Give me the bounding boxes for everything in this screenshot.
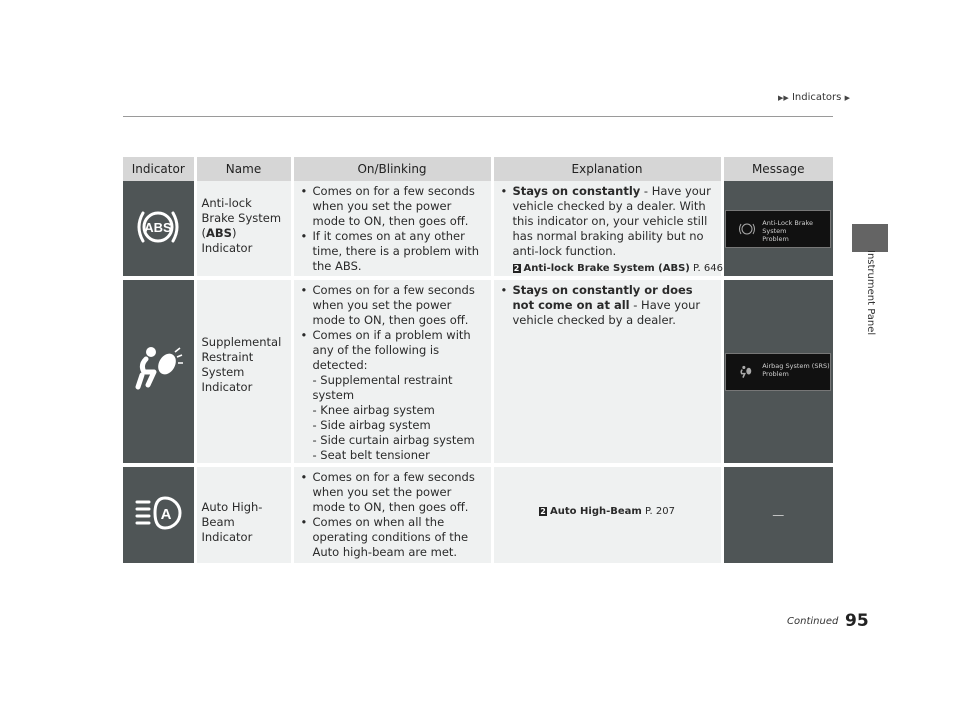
list-item: • Comes on when all the operating conditions of the Auto high-beam are met. [300,515,469,559]
svg-text:A: A [160,506,172,523]
breadcrumb [778,92,850,103]
column-header-on-blinking: On/Blinking [292,157,492,181]
breadcrumb-arrow-icon: ▶▶ [778,94,789,102]
sub-list-item: - Side airbag system [312,418,431,432]
name-cell [195,181,292,278]
sub-list-item: - Side curtain airbag system [312,433,475,447]
cross-reference-link[interactable]: 2 Auto High-Beam P. 207 [540,506,675,517]
explanation-cell [492,465,722,565]
header-rule [123,116,833,117]
section-tab [852,224,888,252]
column-header-indicator: Indicator [123,157,195,181]
name-cell [195,465,292,565]
indicator-name: Supplemental Restraint System Indicator [201,335,282,394]
name-cell [195,278,292,465]
indicator-cell [123,465,195,565]
cross-reference-link[interactable]: 2 Anti-lock Brake System (ABS) P. 646 [513,263,723,274]
section-tab-label: Instrument Panel [865,250,876,336]
breadcrumb-label: Indicators [791,92,842,103]
column-header-name: Name [195,157,292,181]
on-blinking-cell [292,278,492,465]
table-header-row [123,157,833,181]
message-display: Airbag System (SRS) Problem [725,353,831,391]
list-item: • Comes on for a few seconds when you set the power mode to ON, then goes off. [300,470,475,514]
list-item: • Comes on for a few seconds when you set the power mode to ON, then goes off. [300,283,475,327]
no-message-dash: — [772,508,785,522]
table-row [123,181,833,278]
indicator-name: Anti-lock Brake System (ABS) Indicator [201,196,282,255]
on-blinking-cell [292,181,492,278]
abs-warning-icon [738,222,756,236]
column-header-explanation: Explanation [492,157,722,181]
svg-text:ABS: ABS [144,219,172,235]
indicator-table [123,157,833,567]
list-item: • Comes on for a few seconds when you set the power mode to ON, then goes off. [300,184,475,228]
indicator-name: Auto High-Beam Indicator [201,500,263,544]
airbag-warning-icon [132,345,184,395]
on-blinking-cell [292,465,492,565]
page-number: 95 [845,611,869,631]
message-cell [722,278,833,465]
message-cell [722,465,833,565]
table-row [123,465,833,565]
reference-arrow-icon: 2 [513,264,520,273]
breadcrumb-arrow-icon: ▶ [844,94,850,102]
sub-list-item: - Knee airbag system [312,403,435,417]
list-item: • Comes on if a problem with any of the following is detected: - Supplemental restraint system - Knee airbag system - Side airbag system - Side curtain airbag system - Seat belt tensioner [300,328,487,463]
reference-arrow-icon: 2 [540,507,546,516]
message-display: Anti-Lock Brake System Problem [725,210,831,248]
explanation-cell [492,181,722,278]
column-header-message: Message [722,157,833,181]
explanation-cell [492,278,722,465]
list-item: • If it comes on at any other time, there is a problem with the ABS. [300,229,480,273]
list-item: • Stays on constantly - Have your vehicle checked by a dealer. With this indicator on, your vehicle still has normal braking ability but no anti-lock function. 2 Anti-lock Brake System (ABS) P. 646 [500,184,723,274]
sub-list-item: - Seat belt tensioner [312,448,430,462]
continued-label: Continued [787,616,839,627]
table-row [123,278,833,465]
indicator-cell [123,181,195,278]
abs-warning-icon [134,207,182,247]
indicator-cell [123,278,195,465]
list-item: • Stays on constantly or does not come on at all - Have your vehicle checked by a dealer. [500,283,701,327]
auto-high-beam-icon [133,496,183,530]
airbag-warning-icon [738,365,754,381]
sub-list-item: - Supplemental restraint system [312,373,453,402]
message-cell [722,181,833,278]
